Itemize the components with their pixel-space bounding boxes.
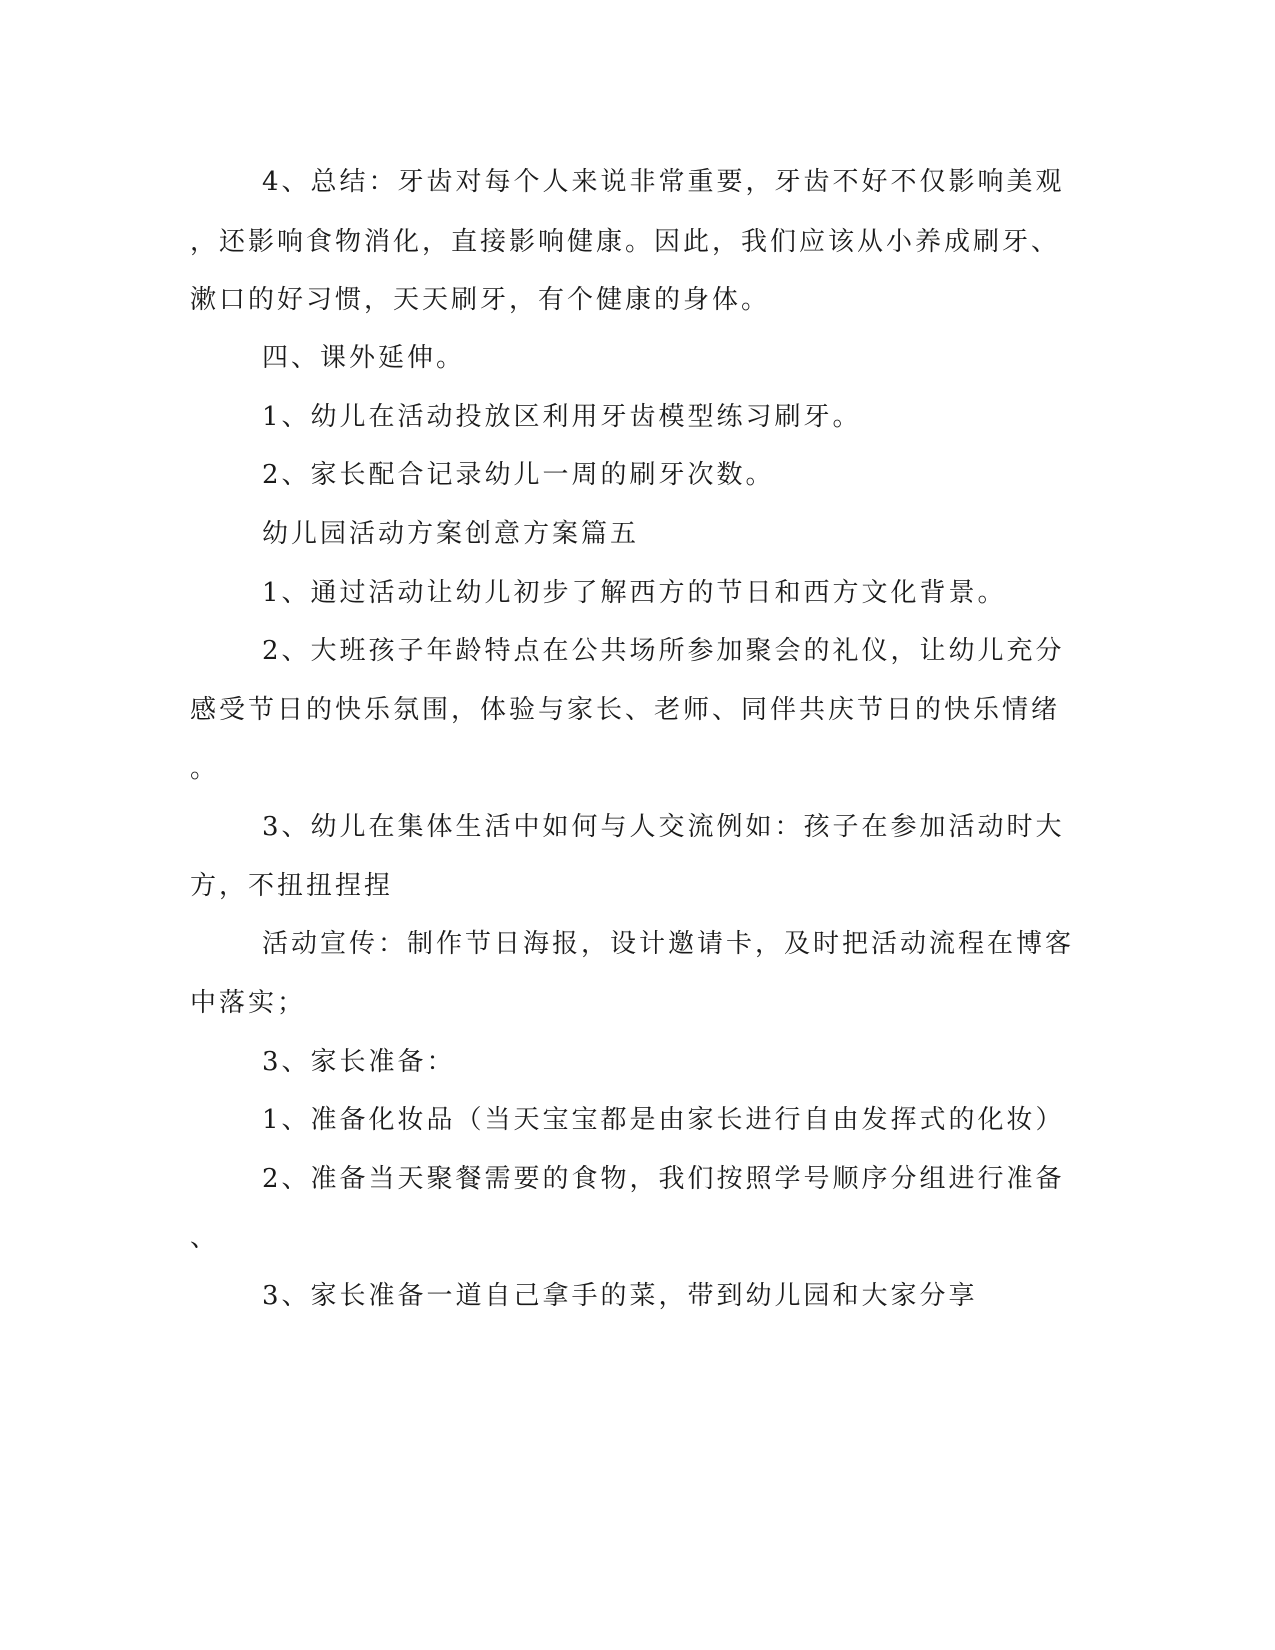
paragraph-line: 。 — [190, 754, 220, 784]
paragraph-line: 1、幼儿在活动投放区利用牙齿模型练习刷牙。 — [262, 402, 862, 432]
paragraph-line: 2、准备当天聚餐需要的食物，我们按照学号顺序分组进行准备 — [262, 1164, 1065, 1194]
paragraph-line: 1、准备化妆品（当天宝宝都是由家长进行自由发挥式的化妆） — [262, 1105, 1065, 1135]
paragraph-line: 方，不扭扭捏捏 — [190, 871, 394, 901]
paragraph-line: 2、家长配合记录幼儿一周的刷牙次数。 — [262, 460, 775, 490]
paragraph-line: 、 — [190, 1223, 220, 1253]
paragraph-line: 中落实； — [190, 988, 307, 1018]
paragraph-line: 3、家长准备： — [262, 1047, 456, 1077]
paragraph-line: 3、家长准备一道自己拿手的菜，带到幼儿园和大家分享 — [262, 1281, 978, 1311]
paragraph-line: 4、总结：牙齿对每个人来说非常重要，牙齿不好不仅影响美观 — [262, 167, 1065, 197]
paragraph-line: 活动宣传：制作节日海报，设计邀请卡，及时把活动流程在博客 — [262, 929, 1075, 959]
paragraph-line: 漱口的好习惯，天天刷牙，有个健康的身体。 — [190, 285, 771, 315]
paragraph-line: 3、幼儿在集体生活中如何与人交流例如：孩子在参加活动时大 — [262, 812, 1065, 842]
paragraph-line: 感受节日的快乐氛围，体验与家长、老师、同伴共庆节日的快乐情绪 — [190, 695, 1061, 725]
paragraph-line: 2、大班孩子年龄特点在公共场所参加聚会的礼仪，让幼儿充分 — [262, 636, 1065, 666]
section-title: 幼儿园活动方案创意方案篇五 — [262, 519, 640, 549]
paragraph-line: 1、通过活动让幼儿初步了解西方的节日和西方文化背景。 — [262, 578, 1007, 608]
paragraph-line: ，还影响食物消化，直接影响健康。因此，我们应该从小养成刷牙、 — [190, 227, 1061, 257]
section-heading: 四、课外延伸。 — [262, 343, 466, 373]
